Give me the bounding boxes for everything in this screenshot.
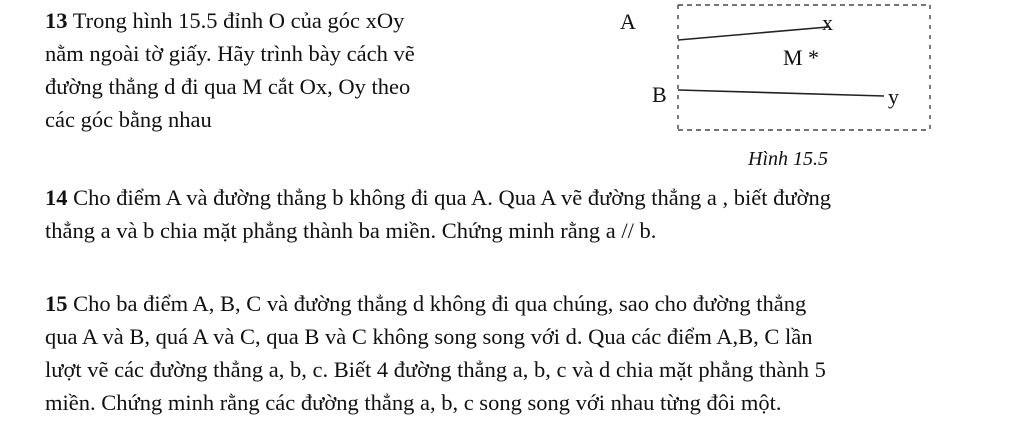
problem-14-line-1: 14 Cho điểm A và đường thẳng b không đi qua A. Qua A vẽ đường thẳng a , biết đường [45,185,831,210]
problem-15-line-3: lượt vẽ các đường thẳng a, b, c. Biết 4 đường thẳng a, b, c và d chia mặt phẳng thành 5 [45,357,826,382]
problem-13-line-4: các góc bằng nhau [45,107,212,132]
problem-14-number: 14 [45,185,68,210]
label-x: x [822,10,833,35]
problem-15-line-2: qua A và B, quá A và C, qua B và C không song song với d. Qua các điểm A,B, C lần [45,324,813,349]
ray-ox [678,27,828,40]
problem-14 [45,181,1010,247]
label-b: B [652,82,667,107]
problem-13-line-3: đường thẳng d đi qua M cắt Ox, Oy theo [45,74,411,99]
figure-caption: Hình 15.5 [748,148,828,170]
ray-oy [678,90,884,96]
problem-13-number: 13 [45,8,68,33]
problem-15-line-1: 15 Cho ba điểm A, B, C và đường thẳng d không đi qua chúng, sao cho đường thẳng [45,291,807,316]
label-y: y [888,84,899,109]
problem-13-line-1: 13 Trong hình 15.5 đỉnh O của góc xOy [45,8,405,33]
problem-14-line-2: thẳng a và b chia mặt phẳng thành ba miền. Chứng minh rằng a // b. [45,218,657,243]
figure-15-5 [600,0,960,180]
label-m: M * [783,45,820,70]
problem-13-line-2: nằm ngoài tờ giấy. Hãy trình bày cách vẽ [45,41,415,66]
label-a: A [620,9,636,34]
problem-15 [45,287,1010,419]
problem-15-number: 15 [45,291,68,316]
problem-15-line-4: miền. Chứng minh rằng các đường thẳng a, b, c song song với nhau từng đôi một. [45,390,782,415]
problem-13 [45,4,515,136]
